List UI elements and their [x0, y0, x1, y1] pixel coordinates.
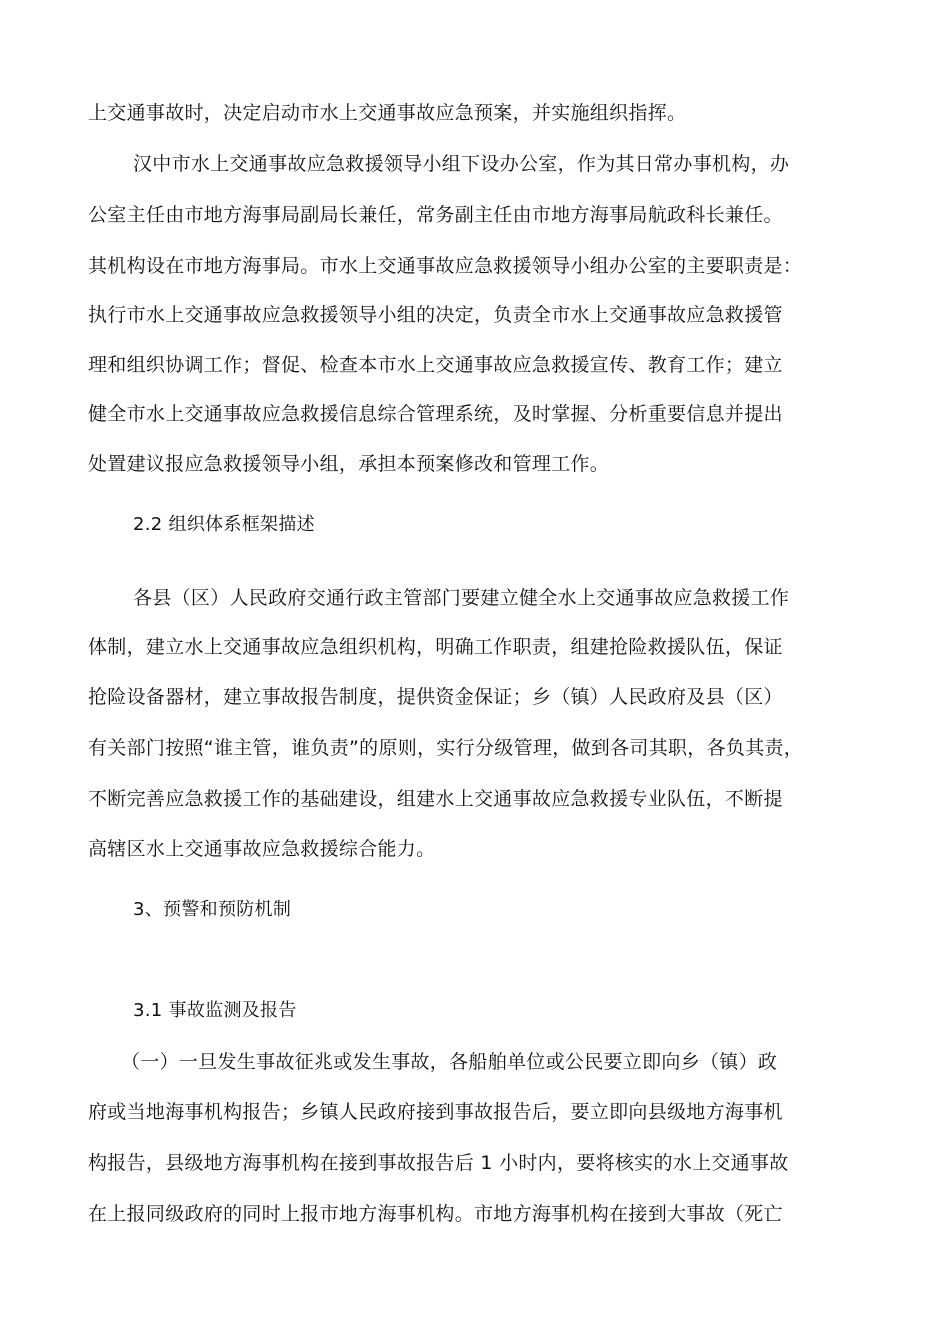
body-text-line: 构报告，县级地方海事机构在接到事故报告后 1 小时内，要将核实的水上交通事故 — [88, 1152, 789, 1174]
body-text-line: 理和组织协调工作；督促、检查本市水上交通事故应急救援宣传、教育工作；建立 — [88, 354, 783, 376]
body-text-line: 执行市水上交通事故应急救援领导小组的决定，负责全市水上交通事故应急救援管 — [88, 304, 783, 326]
paragraph-first-line: 各县（区）人民政府交通行政主管部门要建立健全水上交通事故应急救援工作 — [133, 587, 790, 609]
body-text-line: 公室主任由市地方海事局副局长兼任，常务副主任由市地方海事局航政科长兼任。 — [88, 204, 783, 226]
body-text-line: 不断完善应急救援工作的基础建设，组建水上交通事故应急救援专业队伍，不断提 — [88, 788, 783, 810]
section-heading-3: 3、预警和预防机制 — [133, 899, 292, 920]
body-text-line: 在上报同级政府的同时上报市地方海事机构。市地方海事机构在接到大事故（死亡 — [88, 1203, 783, 1225]
body-text-line: 处置建议报应急救援领导小组，承担本预案修改和管理工作。 — [88, 453, 610, 475]
body-text-line: 健全市水上交通事故应急救援信息综合管理系统，及时掌握、分析重要信息并提出 — [88, 403, 783, 425]
paragraph-first-line: 汉中市水上交通事故应急救援领导小组下设办公室，作为其日常办事机构，办 — [133, 153, 790, 175]
body-text-line: 抢险设备器材，建立事故报告制度，提供资金保证；乡（镇）人民政府及县（区） — [88, 686, 783, 708]
body-text-line: 有关部门按照“谁主管，谁负责”的原则，实行分级管理，做到各司其职，各负其责， — [88, 737, 804, 759]
body-text-line: 上交通事故时，决定启动市水上交通事故应急预案，并实施组织指挥。 — [88, 102, 687, 124]
body-text-line: 府或当地海事机构报告；乡镇人民政府接到事故报告后，要立即向县级地方海事机 — [88, 1101, 783, 1123]
paragraph-first-line: （一）一旦发生事故征兆或发生事故，各船舶单位或公民要立即向乡（镇）政 — [121, 1051, 778, 1073]
body-text-line: 其机构设在市地方海事局。市水上交通事故应急救援领导小组办公室的主要职责是： — [88, 255, 803, 277]
section-heading-3-1: 3.1 事故监测及报告 — [133, 1000, 297, 1021]
body-text-line: 高辖区水上交通事故应急救援综合能力。 — [88, 838, 436, 860]
body-text-line: 体制，建立水上交通事故应急组织机构，明确工作职责，组建抢险救援队伍，保证 — [88, 636, 783, 658]
section-heading-2-2: 2.2 组织体系框架描述 — [133, 514, 315, 535]
